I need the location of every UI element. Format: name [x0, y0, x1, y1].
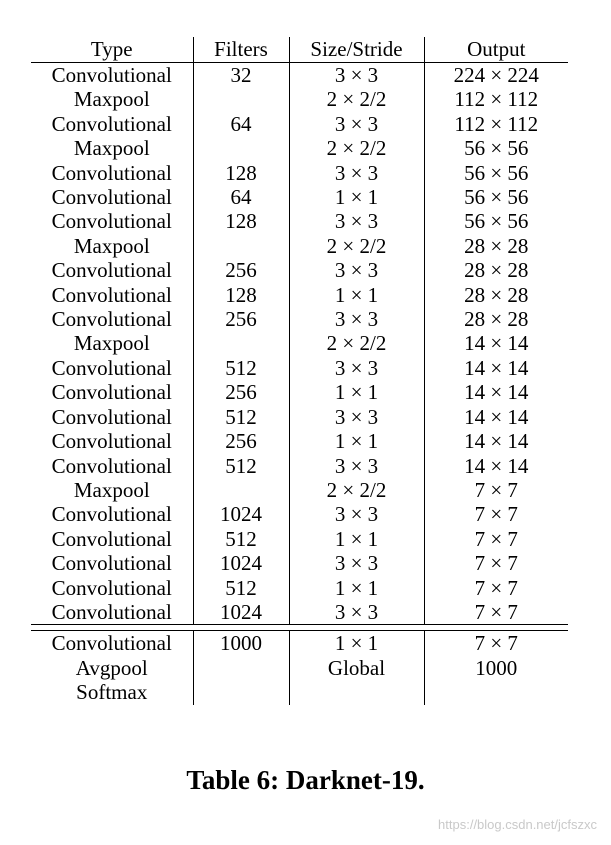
header-output: Output: [424, 37, 568, 63]
cell-size-stride: 3 × 3: [289, 307, 424, 331]
table-row: [31, 87, 568, 111]
cell-size-stride: 1 × 1: [289, 429, 424, 453]
table-row: [31, 551, 568, 575]
cell-output: 224 × 224: [453, 63, 539, 87]
cell-type: Convolutional: [31, 161, 193, 185]
cell-size-stride: 1 × 1: [289, 283, 424, 307]
cell-type: Maxpool: [31, 234, 193, 258]
table-row: [31, 478, 568, 502]
header-type: Type: [31, 37, 193, 63]
cell-size-stride: 2 × 2/2: [289, 478, 424, 502]
table-row: [31, 527, 568, 551]
cell-output: 28 × 28: [464, 307, 529, 332]
cell-output: 14 × 14: [464, 331, 529, 356]
cell-type: Maxpool: [31, 136, 193, 160]
cell-output: 112 × 112: [454, 111, 539, 136]
table-row: [31, 258, 568, 282]
cell-type: Convolutional: [31, 527, 193, 551]
cell-type: Convolutional: [31, 600, 193, 625]
cell-type: Maxpool: [31, 87, 193, 111]
cell-filters: [193, 656, 289, 680]
cell-filters: 512: [193, 405, 289, 429]
cell-filters: 512: [193, 454, 289, 478]
cell-output: 14 × 14: [464, 404, 529, 429]
table-body-tail: [31, 631, 568, 705]
cell-output: 56 × 56: [464, 185, 529, 210]
table-row: [31, 63, 568, 88]
cell-output: 28 × 28: [464, 282, 529, 307]
cell-size-stride: 3 × 3: [289, 502, 424, 526]
cell-filters: 1000: [193, 631, 289, 656]
table-row: [31, 112, 568, 136]
cell-output: [424, 680, 568, 704]
cell-output: 14 × 14: [464, 429, 529, 454]
table-row: [31, 283, 568, 307]
table-row: [31, 631, 568, 656]
table-row: [31, 234, 568, 258]
watermark-text: https://blog.csdn.net/jcfszxc: [438, 817, 597, 832]
cell-filters: [193, 680, 289, 704]
cell-type: Convolutional: [31, 380, 193, 404]
cell-size-stride: 1 × 1: [289, 380, 424, 404]
cell-filters: [193, 136, 289, 160]
cell-type: Convolutional: [31, 283, 193, 307]
cell-type: Softmax: [31, 680, 193, 704]
cell-output: 7 × 7: [474, 477, 518, 502]
cell-type: Convolutional: [31, 258, 193, 282]
table-row: [31, 405, 568, 429]
cell-output: 14 × 14: [464, 355, 529, 380]
cell-filters: [193, 478, 289, 502]
cell-type: Convolutional: [31, 307, 193, 331]
cell-output: 14 × 14: [464, 453, 529, 478]
cell-output: 112 × 112: [454, 87, 539, 112]
cell-output: 7 × 7: [474, 526, 518, 551]
table-row: [31, 331, 568, 355]
cell-size-stride: 1 × 1: [289, 527, 424, 551]
cell-filters: [193, 331, 289, 355]
cell-output: 7 × 7: [474, 551, 518, 576]
cell-size-stride: 1 × 1: [289, 631, 424, 656]
table-row: [31, 656, 568, 680]
cell-type: Convolutional: [31, 502, 193, 526]
cell-size-stride: 1 × 1: [289, 576, 424, 600]
cell-type: Convolutional: [31, 209, 193, 233]
cell-filters: 1024: [193, 600, 289, 625]
cell-filters: 128: [193, 209, 289, 233]
table-row: [31, 502, 568, 526]
cell-type: Convolutional: [31, 405, 193, 429]
cell-filters: 256: [193, 380, 289, 404]
cell-size-stride: 3 × 3: [289, 356, 424, 380]
cell-filters: [193, 234, 289, 258]
cell-type: Convolutional: [31, 454, 193, 478]
cell-filters: 32: [193, 63, 289, 88]
cell-filters: 128: [193, 283, 289, 307]
table-row: [31, 185, 568, 209]
cell-filters: 512: [193, 527, 289, 551]
cell-filters: 256: [193, 429, 289, 453]
cell-filters: 128: [193, 161, 289, 185]
cell-output: 56 × 56: [464, 136, 529, 161]
cell-size-stride: 3 × 3: [289, 209, 424, 233]
cell-size-stride: 3 × 3: [289, 63, 424, 88]
cell-type: Convolutional: [31, 429, 193, 453]
table-row: [31, 600, 568, 625]
cell-size-stride: 3 × 3: [289, 258, 424, 282]
cell-filters: 64: [193, 185, 289, 209]
cell-type: Maxpool: [31, 478, 193, 502]
cell-type: Convolutional: [31, 63, 193, 88]
table-row: [31, 307, 568, 331]
cell-size-stride: 2 × 2/2: [289, 331, 424, 355]
table-row: [31, 209, 568, 233]
cell-type: Maxpool: [31, 331, 193, 355]
cell-size-stride: [289, 680, 424, 704]
cell-type: Convolutional: [31, 185, 193, 209]
cell-type: Convolutional: [31, 576, 193, 600]
darknet-table-container: [31, 37, 568, 705]
cell-type: Convolutional: [31, 112, 193, 136]
darknet-19-table: [31, 37, 568, 705]
cell-filters: 512: [193, 356, 289, 380]
cell-filters: 256: [193, 307, 289, 331]
cell-size-stride: 3 × 3: [289, 405, 424, 429]
cell-type: Avgpool: [31, 656, 193, 680]
cell-filters: 64: [193, 112, 289, 136]
cell-output: 14 × 14: [464, 380, 529, 405]
cell-output: 56 × 56: [464, 209, 529, 234]
cell-filters: [193, 87, 289, 111]
cell-size-stride: 3 × 3: [289, 112, 424, 136]
table-row: [31, 576, 568, 600]
cell-size-stride: 2 × 2/2: [289, 87, 424, 111]
header-size-stride: Size/Stride: [289, 37, 424, 63]
cell-size-stride: 2 × 2/2: [289, 234, 424, 258]
cell-filters: 1024: [193, 502, 289, 526]
header-filters: Filters: [193, 37, 289, 63]
cell-output: 28 × 28: [464, 233, 529, 258]
table-body-main: [31, 63, 568, 625]
cell-filters: 1024: [193, 551, 289, 575]
table-row: [31, 454, 568, 478]
cell-size-stride: 3 × 3: [289, 551, 424, 575]
table-row: [31, 429, 568, 453]
cell-size-stride: 3 × 3: [289, 600, 424, 625]
table-row: [31, 380, 568, 404]
cell-type: Convolutional: [31, 356, 193, 380]
cell-size-stride: 1 × 1: [289, 185, 424, 209]
cell-output: 7 × 7: [424, 600, 568, 625]
table-row: [31, 136, 568, 160]
cell-size-stride: 3 × 3: [289, 454, 424, 478]
table-caption: Table 6: Darknet-19.: [186, 765, 425, 795]
cell-size-stride: 2 × 2/2: [289, 136, 424, 160]
cell-size-stride: Global: [289, 656, 424, 680]
table-row: [31, 356, 568, 380]
cell-output: 7 × 7: [474, 502, 518, 527]
cell-filters: 256: [193, 258, 289, 282]
table-header-row: [31, 37, 568, 63]
table-row: [31, 680, 568, 704]
cell-size-stride: 3 × 3: [289, 161, 424, 185]
cell-type: Convolutional: [31, 551, 193, 575]
cell-filters: 512: [193, 576, 289, 600]
table-row: [31, 161, 568, 185]
cell-output: 56 × 56: [464, 160, 529, 185]
cell-type: Convolutional: [31, 631, 193, 656]
cell-output: 7 × 7: [424, 631, 568, 656]
cell-output: 1000: [475, 655, 518, 680]
cell-output: 28 × 28: [464, 258, 529, 283]
cell-output: 7 × 7: [474, 575, 518, 600]
